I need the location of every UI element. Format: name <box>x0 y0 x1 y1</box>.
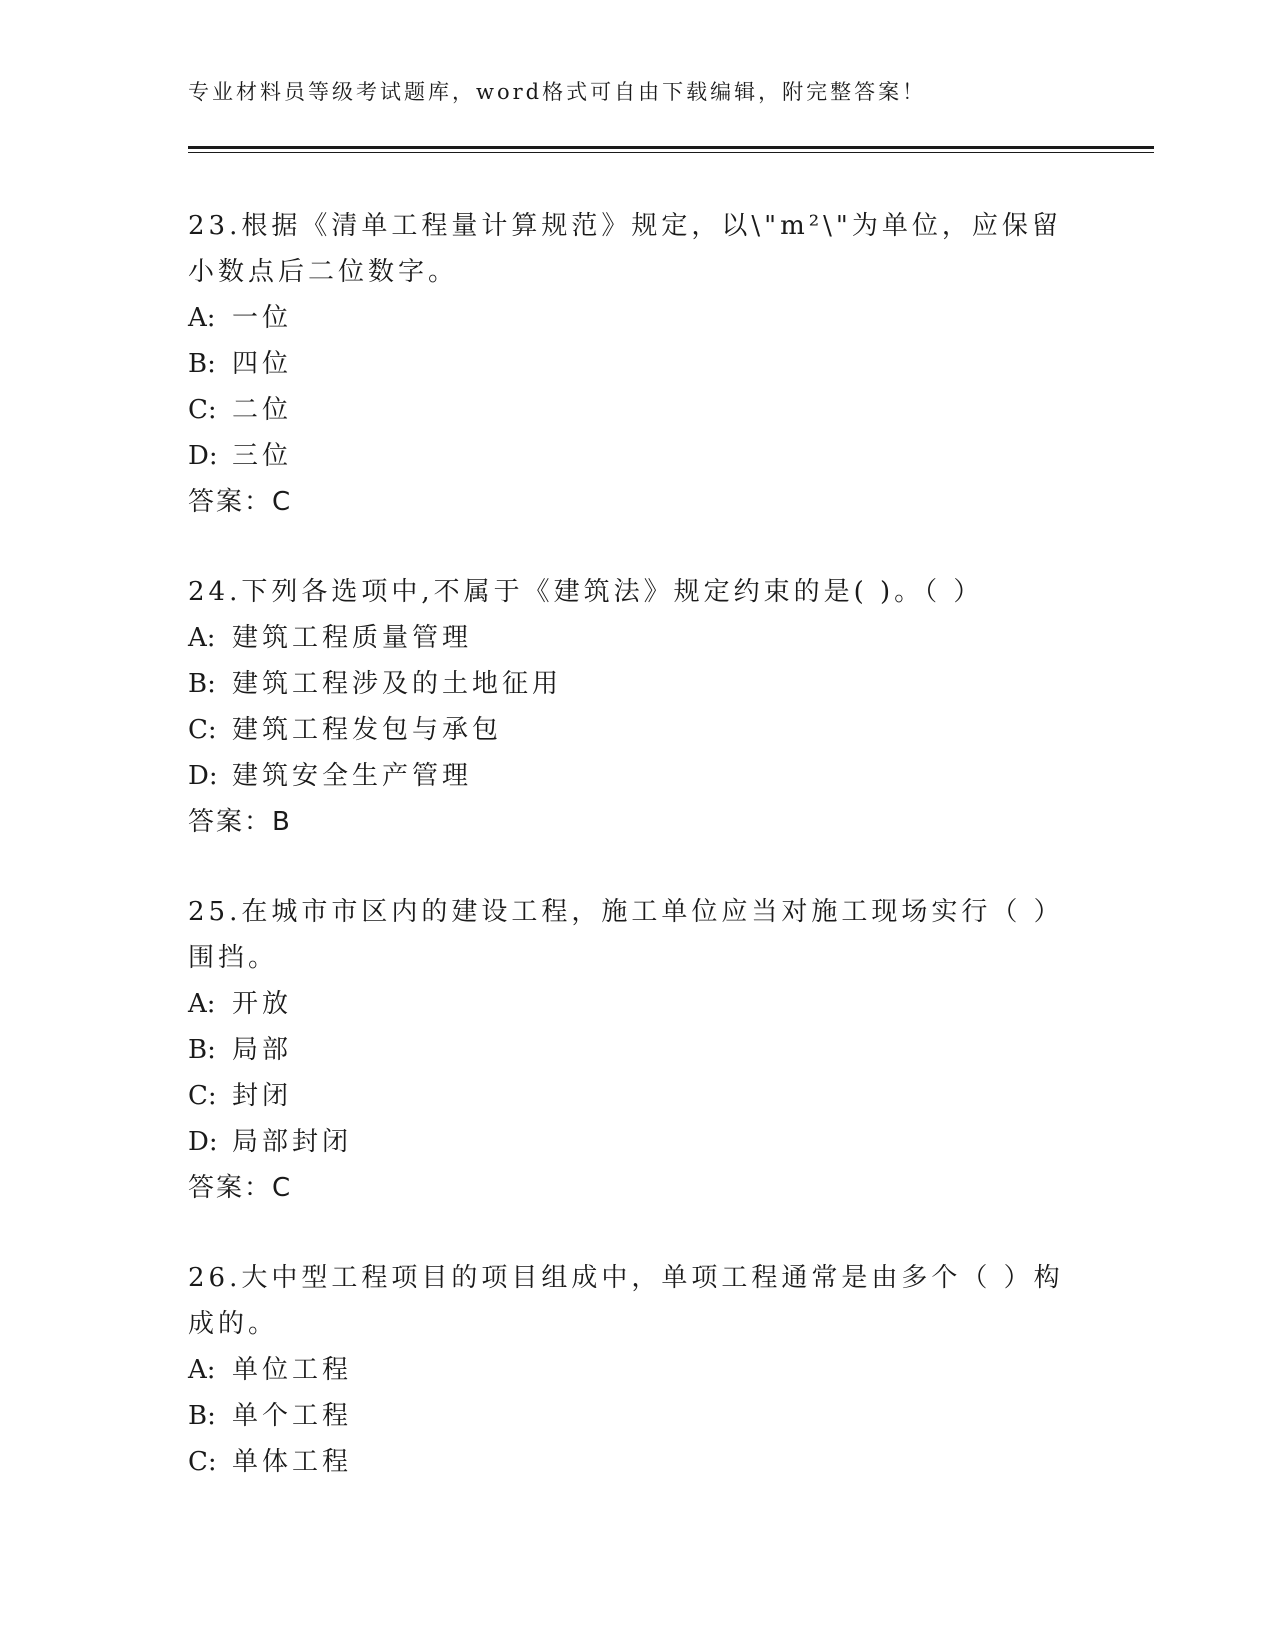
option-text: 二位 <box>232 395 293 425</box>
option-text: 建筑工程发包与承包 <box>232 715 503 745</box>
option-text: 四位 <box>232 349 293 379</box>
option-label: C: <box>188 715 217 745</box>
option-b <box>188 341 1068 387</box>
option-label: D: <box>188 761 218 791</box>
option-d <box>188 753 1068 799</box>
header-rule-thin <box>188 152 1154 153</box>
question-26 <box>188 1255 1068 1485</box>
option-d <box>188 433 1068 479</box>
option-label: D: <box>188 441 218 471</box>
answer: 答案：C <box>188 487 293 517</box>
page-header: 专业材料员等级考试题库，word格式可自由下载编辑，附完整答案！ <box>188 80 927 104</box>
option-text: 建筑安全生产管理 <box>232 761 473 791</box>
question-text: 26.大中型工程项目的项目组成中，单项工程通常是由多个（ ）构成的。 <box>188 1263 1064 1339</box>
option-b <box>188 661 1068 707</box>
option-b <box>188 1393 1068 1439</box>
option-d <box>188 1119 1068 1165</box>
option-a <box>188 615 1068 661</box>
option-text: 三位 <box>232 441 293 471</box>
option-label: D: <box>188 1127 218 1157</box>
option-a <box>188 981 1068 1027</box>
question-text: 24.下列各选项中,不属于《建筑法》规定约束的是( )。（ ） <box>188 577 984 607</box>
option-c <box>188 1073 1068 1119</box>
header-rule-thick <box>188 146 1154 149</box>
option-label: A: <box>188 623 216 653</box>
option-label: A: <box>188 303 216 333</box>
option-text: 一位 <box>232 303 293 333</box>
option-label: B: <box>188 1401 216 1431</box>
option-c <box>188 387 1068 433</box>
option-label: C: <box>188 395 217 425</box>
option-a <box>188 295 1068 341</box>
option-label: B: <box>188 1035 216 1065</box>
option-label: A: <box>188 1355 216 1385</box>
option-text: 建筑工程质量管理 <box>232 623 473 653</box>
option-text: 局部封闭 <box>232 1127 353 1157</box>
option-c <box>188 1439 1068 1485</box>
question-list <box>188 203 1068 1529</box>
option-text: 开放 <box>232 989 293 1019</box>
option-label: B: <box>188 669 216 699</box>
option-text: 封闭 <box>232 1081 293 1111</box>
option-b <box>188 1027 1068 1073</box>
option-text: 建筑工程涉及的土地征用 <box>232 669 563 699</box>
question-25 <box>188 889 1068 1211</box>
option-text: 单体工程 <box>232 1447 353 1477</box>
option-text: 局部 <box>232 1035 293 1065</box>
answer: 答案：C <box>188 1173 293 1203</box>
question-24 <box>188 569 1068 845</box>
option-a <box>188 1347 1068 1393</box>
option-label: C: <box>188 1447 217 1477</box>
answer: 答案：B <box>188 807 292 837</box>
question-text: 23.根据《清单工程量计算规范》规定，以\"m²\"为单位，应保留小数点后二位数字。 <box>188 211 1062 287</box>
option-text: 单位工程 <box>232 1355 353 1385</box>
question-23 <box>188 203 1068 525</box>
option-text: 单个工程 <box>232 1401 353 1431</box>
option-label: B: <box>188 349 216 379</box>
question-text: 25.在城市市区内的建设工程，施工单位应当对施工现场实行（ ）围挡。 <box>188 897 1064 973</box>
option-label: A: <box>188 989 216 1019</box>
option-label: C: <box>188 1081 217 1111</box>
option-c <box>188 707 1068 753</box>
